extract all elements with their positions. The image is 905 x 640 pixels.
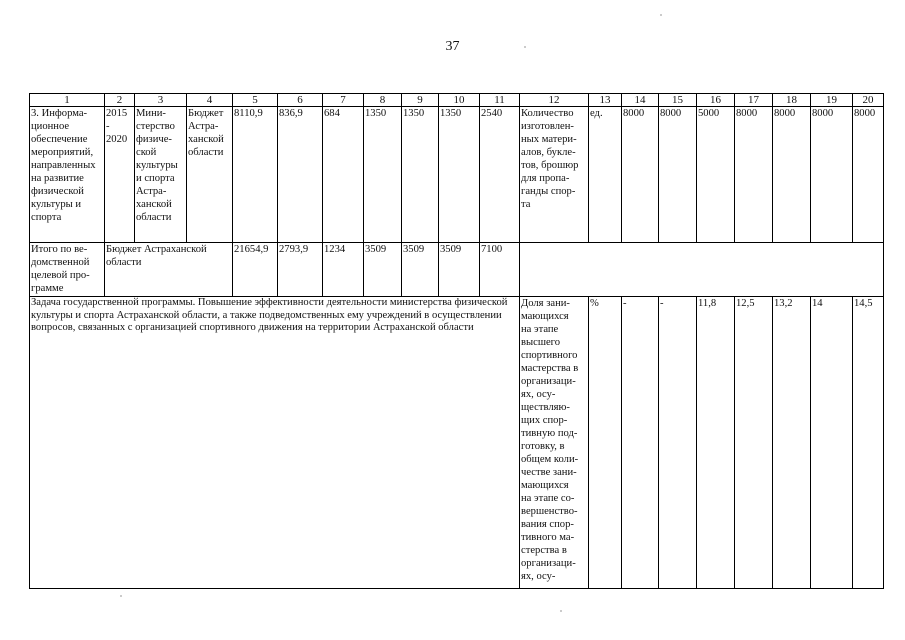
value-cell: 684 xyxy=(323,107,364,243)
header-cell: 17 xyxy=(735,94,773,107)
activity-name: 3. Информа- ционное обеспечение мероприятий, направленных на развитие физической культуры и спорта xyxy=(30,107,105,243)
header-cell: 9 xyxy=(402,94,439,107)
value-cell: 8000 xyxy=(735,107,773,243)
header-cell: 7 xyxy=(323,94,364,107)
value-cell: 12,5 xyxy=(735,297,773,589)
value-cell: 2540 xyxy=(480,107,520,243)
value-cell: 2793,9 xyxy=(278,243,323,297)
page-number: 37 xyxy=(445,39,460,54)
value-cell: 8110,9 xyxy=(233,107,278,243)
header-cell: 4 xyxy=(187,94,233,107)
value-cell: 5000 xyxy=(697,107,735,243)
value-cell: 21654,9 xyxy=(233,243,278,297)
value-cell: - xyxy=(659,297,697,589)
value-cell: 3509 xyxy=(439,243,480,297)
value-cell: 3509 xyxy=(364,243,402,297)
value-cell: 1350 xyxy=(402,107,439,243)
header-cell: 11 xyxy=(480,94,520,107)
unit: ед. xyxy=(589,107,622,243)
header-cell: 12 xyxy=(520,94,589,107)
header-cell: 19 xyxy=(811,94,853,107)
indicator-name: Доля зани- мающихся на этапе высшего спортивного мастерства в организаци- ях, осу- ществляю- щих спор- тивную под- готовку, в общем коли- честве зани- мающихся на этапе со- вершенство- вания спор- тивного ма- стерства в организаци- ях, осу- xyxy=(520,297,589,589)
table-row xyxy=(30,107,884,243)
value-cell: 1234 xyxy=(323,243,364,297)
header-cell: 15 xyxy=(659,94,697,107)
header-cell: 1 xyxy=(30,94,105,107)
value-cell: 7100 xyxy=(480,243,520,297)
empty-cell xyxy=(520,243,884,297)
value-cell: 8000 xyxy=(811,107,853,243)
header-cell: 16 xyxy=(697,94,735,107)
task-row xyxy=(30,297,884,589)
program-table xyxy=(29,93,884,589)
header-cell: 14 xyxy=(622,94,659,107)
value-cell: 8000 xyxy=(622,107,659,243)
value-cell: 13,2 xyxy=(773,297,811,589)
value-cell: 8000 xyxy=(853,107,884,243)
scan-speck xyxy=(524,46,526,48)
header-cell: 13 xyxy=(589,94,622,107)
total-row xyxy=(30,243,884,297)
scan-speck xyxy=(120,595,122,597)
scan-speck xyxy=(560,610,562,612)
period: 2015 - 2020 xyxy=(105,107,135,243)
header-cell: 8 xyxy=(364,94,402,107)
value-cell: 8000 xyxy=(659,107,697,243)
value-cell: 14 xyxy=(811,297,853,589)
value-cell: 836,9 xyxy=(278,107,323,243)
header-cell: 2 xyxy=(105,94,135,107)
header-cell: 5 xyxy=(233,94,278,107)
funding-source: Бюджет Астра- ханской области xyxy=(187,107,233,243)
total-label: Итого по ве- домственной целевой про- грамме xyxy=(30,243,105,297)
value-cell: 11,8 xyxy=(697,297,735,589)
value-cell: 3509 xyxy=(402,243,439,297)
value-cell: - xyxy=(622,297,659,589)
header-cell: 18 xyxy=(773,94,811,107)
value-cell: 1350 xyxy=(439,107,480,243)
header-cell: 6 xyxy=(278,94,323,107)
unit: % xyxy=(589,297,622,589)
header-cell: 3 xyxy=(135,94,187,107)
header-cell: 20 xyxy=(853,94,884,107)
funding-source: Бюджет Астраханской области xyxy=(105,243,233,297)
program-task: Задача государственной программы. Повышение эффективности деятельности министерства физической культуры и спорта Астраханской области, а также подведомственных ему учреждений в осуществлении вопросов, связанных с организацией спортивного движения на территории Астраханской области xyxy=(30,297,520,589)
value-cell: 1350 xyxy=(364,107,402,243)
indicator-name: Количество изготовлен- ных матери- алов, букле- тов, брошюр для пропа- ганды спор- та xyxy=(520,107,589,243)
value-cell: 14,5 xyxy=(853,297,884,589)
header-row xyxy=(30,94,884,107)
scan-speck xyxy=(660,14,662,16)
executor: Мини- стерство физиче- ской культуры и спорта Астра- ханской области xyxy=(135,107,187,243)
value-cell: 8000 xyxy=(773,107,811,243)
header-cell: 10 xyxy=(439,94,480,107)
